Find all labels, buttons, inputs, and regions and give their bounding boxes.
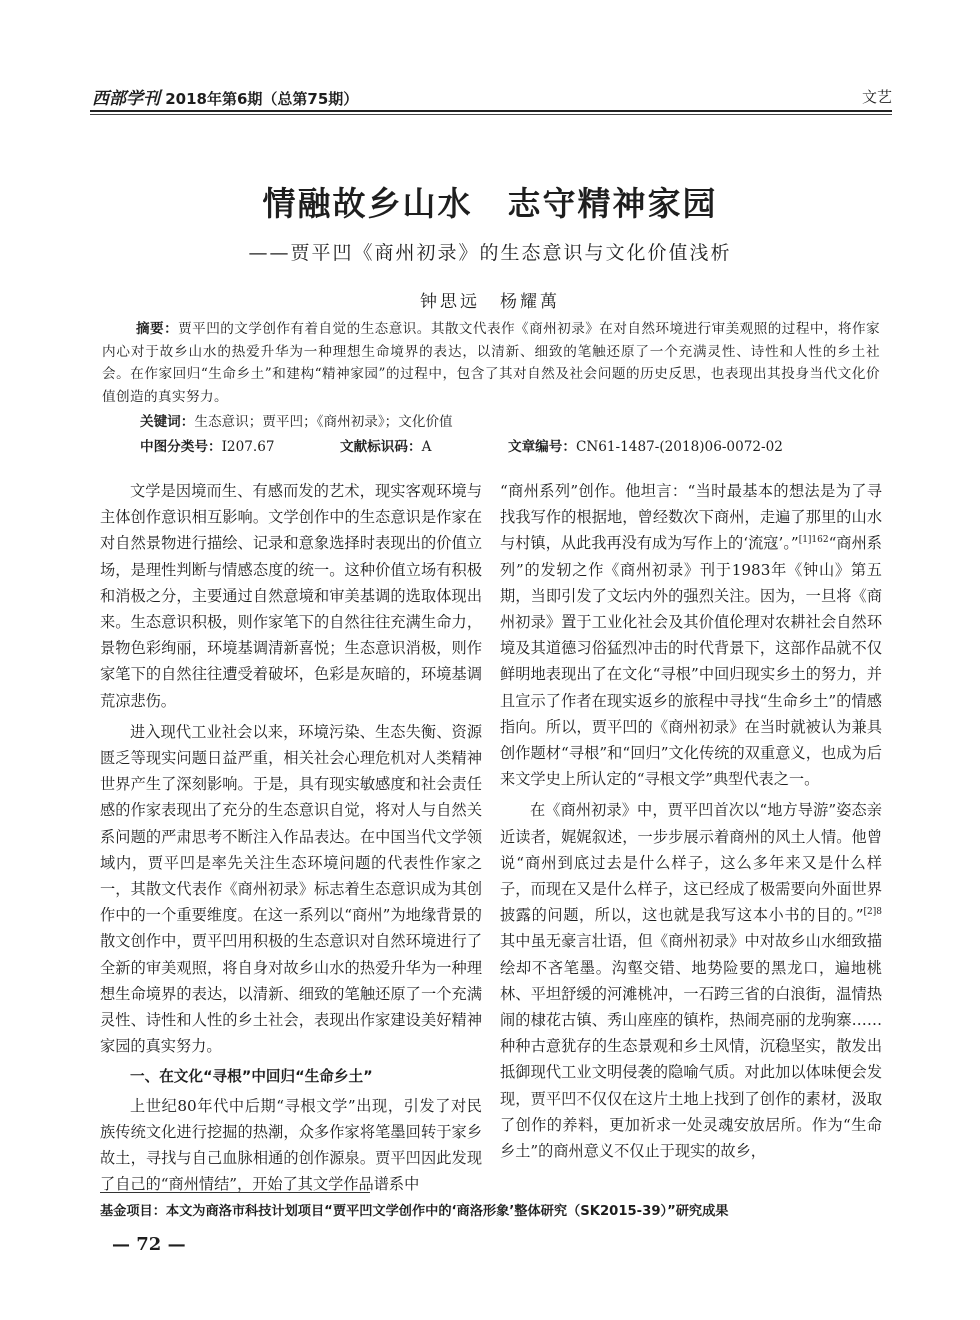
body-column-left [100,478,482,1202]
article-title: 情融故乡山水 志守精神家园 [262,184,718,223]
article-number: 文章编号：CN61-1487-(2018)06-0072-02 [508,439,783,455]
citation: [2]8 [863,907,882,918]
body-paragraph: “商州系列”创作。他坦言：“当时最基本的想法是为了寻找我写作的根据地，曾经数次下商州，走遍了那里的山水与村镇，从此我再没有成为写作上的‘流寇’。”$^{[1]162}$“商州系列”的发轫之作《商州初录》刊于1983年《钟山》第五期，当即引发了文坛内外的强烈关注。因为，一旦将《商州初录》置于工业化社会及其价值伦理对农耕社会自然环境及其道德习俗猛烈冲击的时代背景下，这部作品就不仅鲜明地表现出了在文化“寻根”中回归现实乡土的努力，并且宣示了作者在现实返乡的旅程中寻找“生命乡土”的情感指向。所以，贾平凹的《商州初录》在当时就被认为兼具创作题材“寻根”和“回归”文化传统的双重意义，也成为后来文学史上所认定的“寻根文学”典型代表之一。 [500,482,882,789]
document-code: 文献标识码：A [340,439,432,455]
abstract [102,318,880,408]
page-number: — 72 — [112,1234,186,1255]
body-paragraph: 在《商州初录》中，贾平凹首次以“地方导游”姿态亲近读者，娓娓叙述，一步步展示着商州的风土人情。他曾说“商州到底过去是什么样子，这么多年来又是什么样子，而现在又是什么样子，这已经成了极需要向外面世界披露的问题，所以，这也就是我写这本小书的目的。”$^{[2]8}$其中虽无豪言壮语，但《商州初录》中对故乡山水细致描绘却不吝笔墨。沟壑交错、地势险要的黑龙口，遍地桃林、平坦舒缓的河滩桃冲，一石跨三省的白浪街，温情热闹的棣花古镇、秀山座座的镇柞，热闹亮丽的龙驹寨……种种古意犹存的生态景观和乡土风情，沉稳坚实，散发出抵御现代工业文明侵袭的隐喻气质。对此加以体味便会发现，贾平凹不仅仅在这片土地上找到了创作的素材，汲取了创作的养料，更加祈求一处灵魂安放居所。作为“生命乡土”的商州意义不仅止于现实的故乡， [500,801,882,1161]
section-label: 文艺 [861,88,892,106]
article-subtitle: ——贾平凹《商州初录》的生态意识与文化价值浅析 [248,242,732,264]
abstract-label: 摘要： [136,321,179,337]
authors: 钟思远 杨耀萬 [420,292,560,312]
body-column-right [500,478,882,1169]
body-paragraph: 进入现代工业社会以来，环境污染、生态失衡、资源匮乏等现实问题日益严重，相关社会心理危机对人类精神世界产生了深刻影响。于是，具有现实敏感度和社会责任感的作家表现出了充分的生态意识自觉，将对人与自然关系问题的严肃思考不断注入作品表达。在中国当代文学领域内，贾平凹是率先关注生态环境问题的代表性作家之一，其散文代表作《商州初录》标志着生态意识成为其创作中的一个重要维度。在这一系列以“商州”为地缘背景的散文创作中，贾平凹用积极的生态意识对自然环境进行了全新的审美观照，将自身对故乡山水的热爱升华为一种理想生命境界的表达，以清新、细致的笔触还原了一个充满灵性、诗性和人性的乡土社会，表现出作家建设美好精神家园的真实努力。 [100,722,482,1056]
section-heading: 一、在文化“寻根”中回归“生命乡土” [130,1068,373,1086]
abstract-text: 贾平凹的文学创作有着自觉的生态意识。其散文代表作《商州初录》在对自然环境进行审美观照的过程中，将作家内心对于故乡山水的热爱升华为一种理想生命境界的表达，以清新、细致的笔触还原了一个充满灵性、诗性和人性的乡土社会。在作家回归“生命乡土”和建构“精神家园”的过程中，包含了其对自然及社会问题的历史反思，也表现出其投身当代文化价值创造的真实努力。 [102,321,881,405]
keywords-text: 生态意识；贾平凹；《商州初录》；文化价值 [194,414,453,430]
header-divider-thin [90,114,892,115]
journal-header [92,84,358,109]
footnote-divider [100,1192,370,1193]
body-paragraph: 文学是因境而生、有感而发的艺术，现实客观环境与主体创作意识相互影响。文学创作中的生态意识是作家在对自然景物进行描绘、记录和意象选择时表现出的价值立场，是理性判断与情感态度的统一。这种价值立场有积极和消极之分，主要通过自然意境和审美基调的选取体现出来。生态意识积极，则作家笔下的自然往往充满生命力，景物色彩绚丽，环境基调清新喜悦；生态意识消极，则作家笔下的自然往往遭受着破坏，色彩是灰暗的，环境基调荒凉悲伤。 [100,482,482,710]
header-divider [90,110,892,112]
journal-name: 西部学刊 [92,89,160,109]
body-paragraph: 上世纪80年代中后期“寻根文学”出现，引发了对民族传统文化进行挖掘的热潮，众多作家将笔墨回转于家乡故土，寻找与自己血脉相通的创作源泉。贾平凹因此发现了自己的“商州情结”，开始了其文学作品谱系中 [100,1096,482,1194]
keywords [140,410,453,430]
keywords-label: 关键词： [140,414,195,430]
citation: [1]162 [798,535,829,546]
funding-footnote: 基金项目：本文为商洛市科技计划项目“贾平凹文学创作中的‘商洛形象’整体研究（SK2015-39）”研究成果 [100,1204,729,1219]
clc-number: 中图分类号：I207.67 [140,439,275,455]
issue-info: 2018年第6期（总第75期） [165,90,359,108]
